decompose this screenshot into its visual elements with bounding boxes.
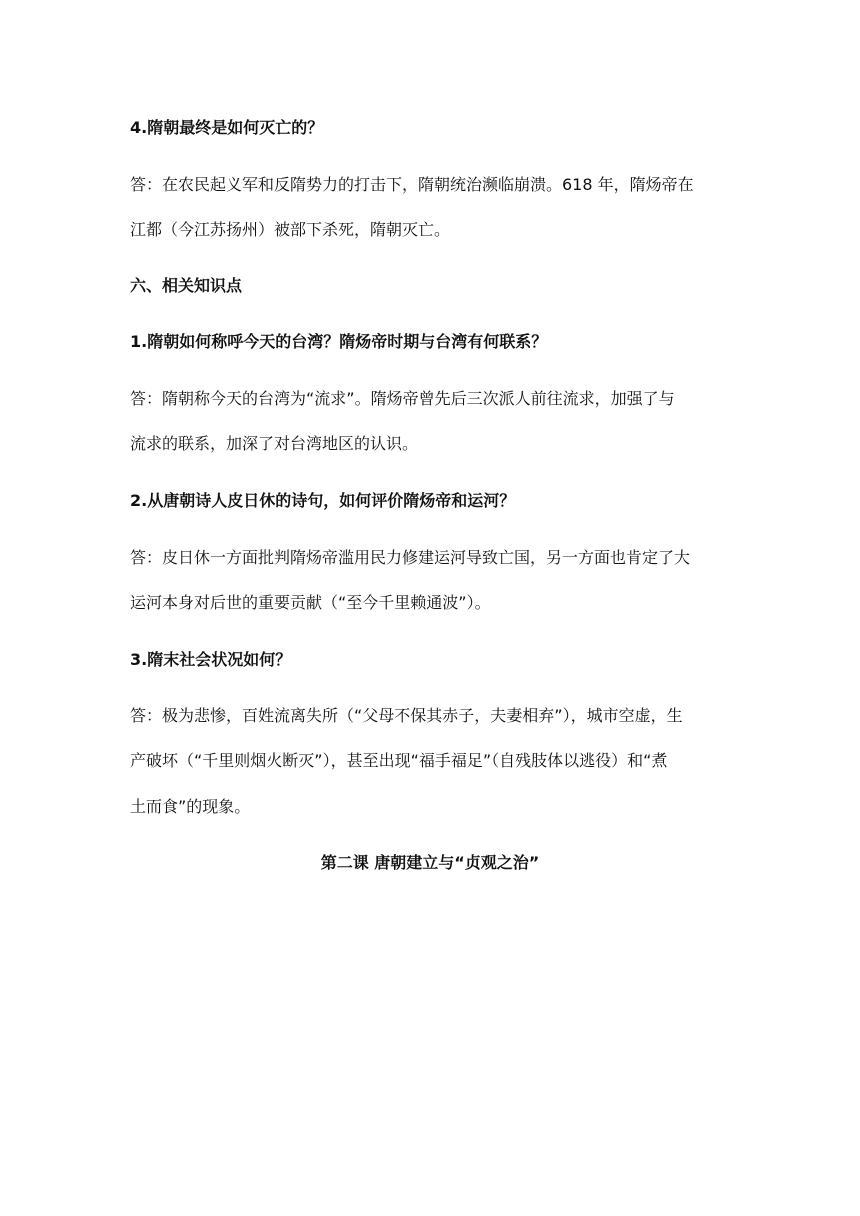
question-4-answer-line-2: 江都（今江苏扬州）被部下杀死，隋朝灭亡。 [130, 220, 451, 239]
knowledge-2-answer-line-1: 答：皮日休一方面批判隋炀帝滥用民力修建运河导致亡国，另一方面也肯定了大 [130, 548, 691, 567]
knowledge-2-heading: 2.从唐朝诗人皮日休的诗句，如何评价隋炀帝和运河？ [130, 491, 516, 510]
question-4-heading: 4.隋朝最终是如何灭亡的？ [130, 118, 324, 137]
question-4-answer-line-1: 答：在农民起义军和反隋势力的打击下，隋朝统治濒临崩溃。618 年，隋炀帝在 [130, 175, 694, 194]
knowledge-3-answer-line-2: 产破坏（“千里则烟火断灭”），甚至出现“福手福足”（自残肢体以逃役）和“煮 [130, 751, 668, 770]
knowledge-1-answer-line-2: 流求的联系，加深了对台湾地区的认识。 [130, 434, 419, 453]
knowledge-2-answer-line-2: 运河本身对后世的重要贡献（“至今千里赖通波”）。 [130, 593, 491, 612]
knowledge-3-answer-line-1: 答：极为悲惨，百姓流离失所（“父母不保其赤子，夫妻相弃”），城市空虚，生 [130, 706, 683, 725]
knowledge-1-heading: 1.隋朝如何称呼今天的台湾？隋炀帝时期与台湾有何联系？ [130, 332, 548, 351]
knowledge-1-answer-line-1: 答：隋朝称今天的台湾为“流求”。隋炀帝曾先后三次派人前往流求，加强了与 [130, 389, 675, 408]
lesson-title: 第二课 唐朝建立与“贞观之治” [320, 853, 540, 872]
knowledge-3-heading: 3.隋末社会状况如何？ [130, 650, 292, 669]
section-heading: 六、相关知识点 [130, 276, 243, 295]
knowledge-3-answer-line-3: 土而食”的现象。 [130, 797, 251, 816]
